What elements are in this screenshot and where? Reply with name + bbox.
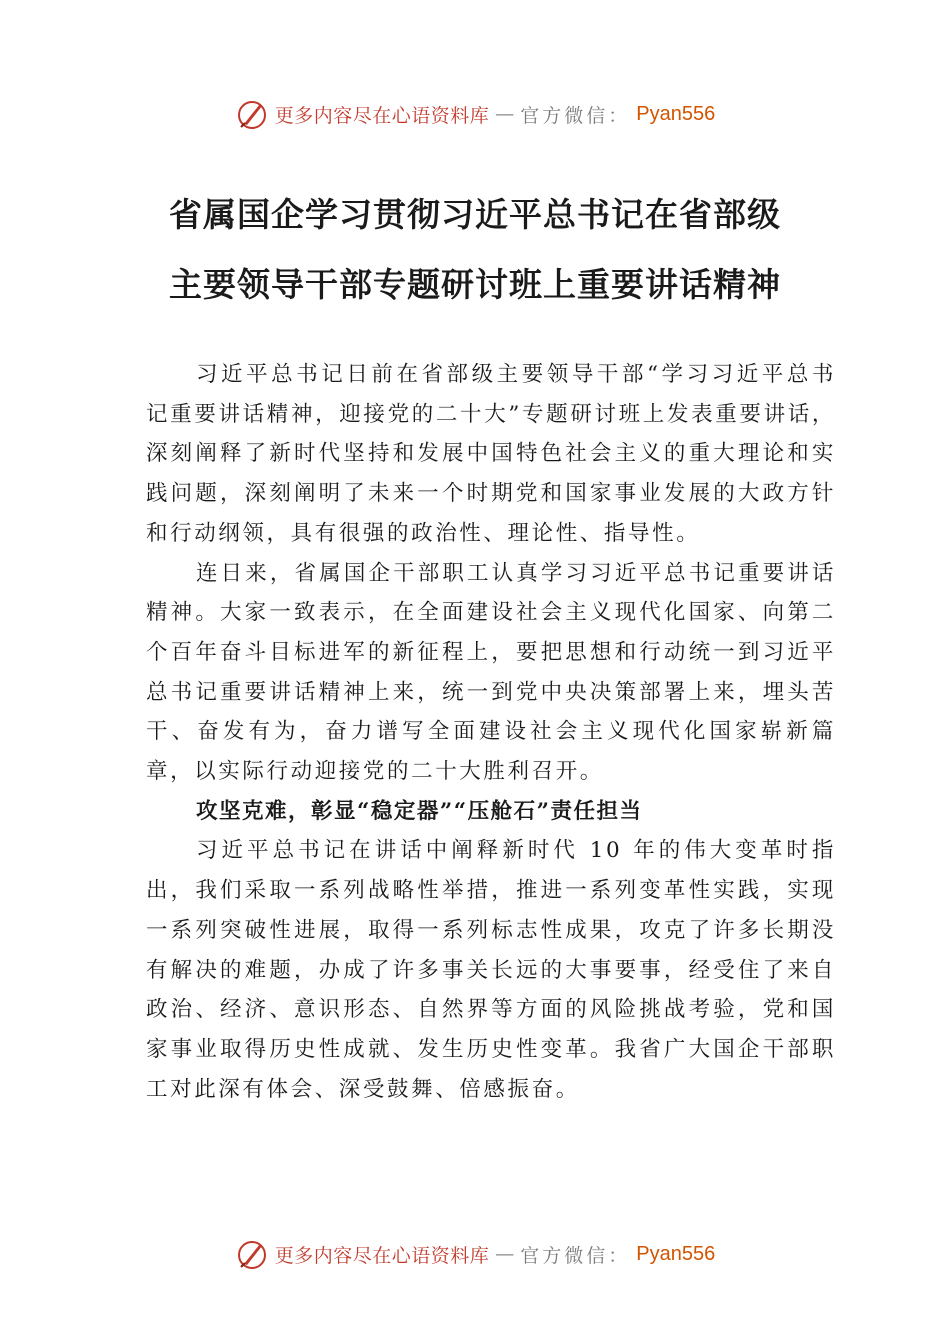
watermark-brand: 更多内容尽在心语资料库 — [274, 1244, 490, 1267]
quill-pen-icon — [235, 97, 269, 131]
watermark-handle: Pyan556 — [636, 1242, 716, 1265]
title-line-1: 省属国企学习贯彻习近平总书记在省部级 — [169, 195, 781, 234]
footer-watermark — [0, 1234, 950, 1274]
watermark-brand: 更多内容尽在心语资料库 — [274, 104, 490, 127]
document-body — [146, 355, 836, 1109]
title-line-2: 主要领导干部专题研讨班上重要讲话精神 — [169, 265, 781, 304]
watermark-handle: Pyan556 — [636, 102, 716, 125]
watermark-separator: — — [495, 1243, 515, 1265]
watermark-label: 官方微信： — [520, 104, 631, 127]
watermark-separator: — — [495, 103, 515, 125]
paragraph-2: 连日来，省属国企干部职工认真学习习近平总书记重要讲话精神。大家一致表示，在全面建设社会主义现代化国家、向第二个百年奋斗目标进军的新征程上，要把思想和行动统一到习近平总书记重要讲话精神上来，统一到党中央决策部署上来，埋头苦干、奋发有为，奋力谱写全面建设社会主义现代化国家崭新篇章，以实际行动迎接党的二十大胜利召开。 — [146, 560, 836, 785]
header-watermark — [0, 94, 950, 134]
watermark-label: 官方微信： — [520, 1244, 631, 1267]
section-paragraph: 习近平总书记在讲话中阐释新时代 10 年的伟大变革时指出，我们采取一系列战略性举措，推进一系列变革性实践，实现一系列突破性进展，取得一系列标志性成果，攻克了许多长期没有解决的难题，办成了许多事关长远的大事要事，经受住了来自政治、经济、意识形态、自然界等方面的风险挑战考验，党和国家事业取得历史性成就、发生历史性变革。我省广大国企干部职工对此深有体会、深受鼓舞、倍感振奋。 — [146, 838, 836, 1102]
quill-pen-icon — [235, 1237, 269, 1271]
document-title — [0, 180, 950, 320]
section-heading: 攻坚克难，彰显“稳定器”“压舱石”责任担当 — [196, 798, 643, 824]
paragraph-1: 习近平总书记日前在省部级主要领导干部“学习习近平总书记重要讲话精神，迎接党的二十大”专题研讨班上发表重要讲话，深刻阐释了新时代坚持和发展中国特色社会主义的重大理论和实践问题，深刻阐明了未来一个时期党和国家事业发展的大政方针和行动纲领，具有很强的政治性、理论性、指导性。 — [146, 362, 836, 546]
